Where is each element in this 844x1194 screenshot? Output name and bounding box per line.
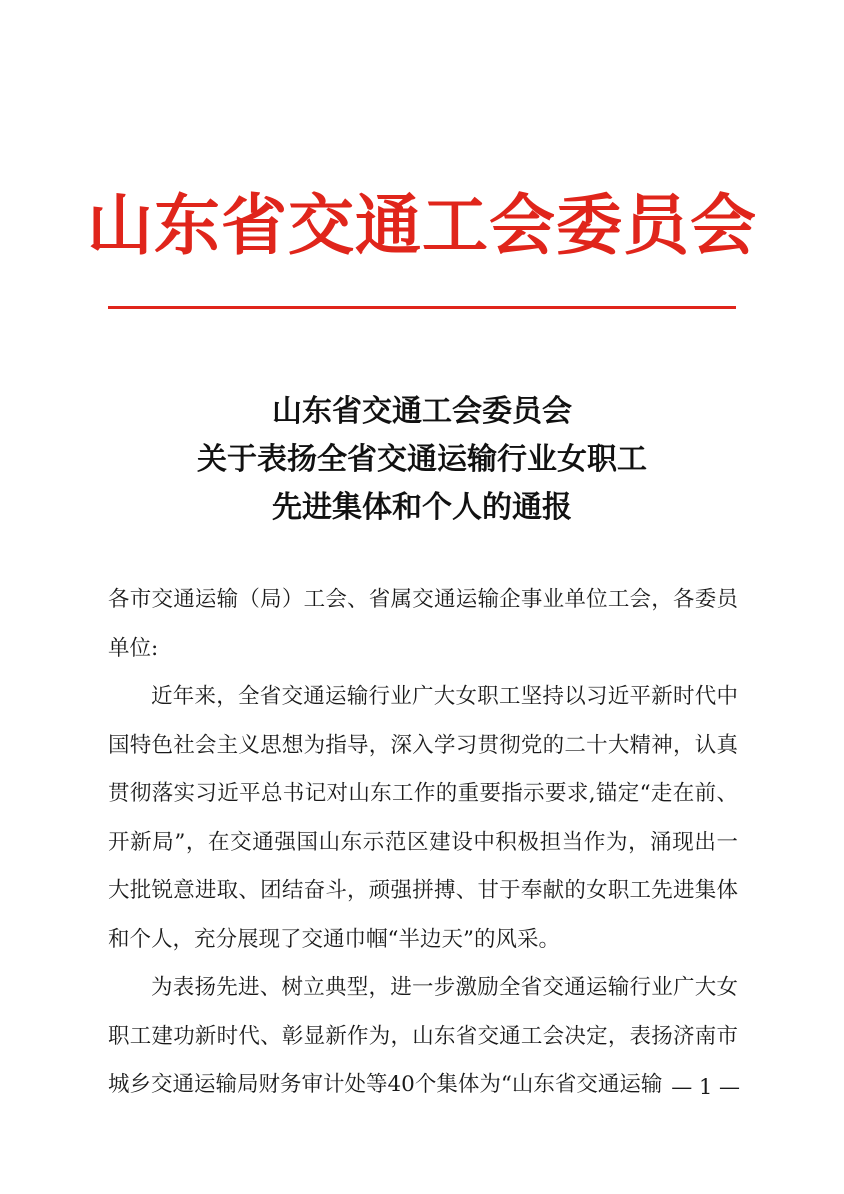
title-line-1: 山东省交通工会委员会 — [272, 394, 572, 429]
title-line-2: 关于表扬全省交通运输行业女职工 — [197, 442, 647, 477]
paragraph-1: 近年来，全省交通运输行业广大女职工坚持以习近平新时代中国特色社会主义思想为指导，深入学习贯彻党的二十大精神，认真贯彻落实习近平总书记对山东工作的重要指示要求,锚定“走在前、开新局”，在交通强国山东示范区建设中积极担当作为，涌现出一大批锐意进取、团结奋斗，顽强拼搏、甘于奉献的女职工先进集体和个人，充分展现了交通巾帼“半边天”的风采。 — [108, 684, 738, 952]
salutation: 各市交通运输（局）工会、省属交通运输企事业单位工会，各委员单位: — [108, 587, 738, 661]
document-body — [108, 576, 738, 1110]
letterhead-org-name: 山东省交通工会委员会 — [87, 186, 757, 264]
paragraph-2: 为表扬先进、树立典型，进一步激励全省交通运输行业广大女职工建功新时代、彰显新作为，山东省交通工会决定，表扬济南市城乡交通运输局财务审计处等40个集体为“山东省交通运输 — [108, 975, 738, 1097]
letterhead-red-rule — [108, 306, 736, 309]
title-line-3: 先进集体和个人的通报 — [272, 490, 572, 525]
page-number: — 1 — — [671, 1075, 740, 1099]
document-title — [0, 388, 844, 532]
